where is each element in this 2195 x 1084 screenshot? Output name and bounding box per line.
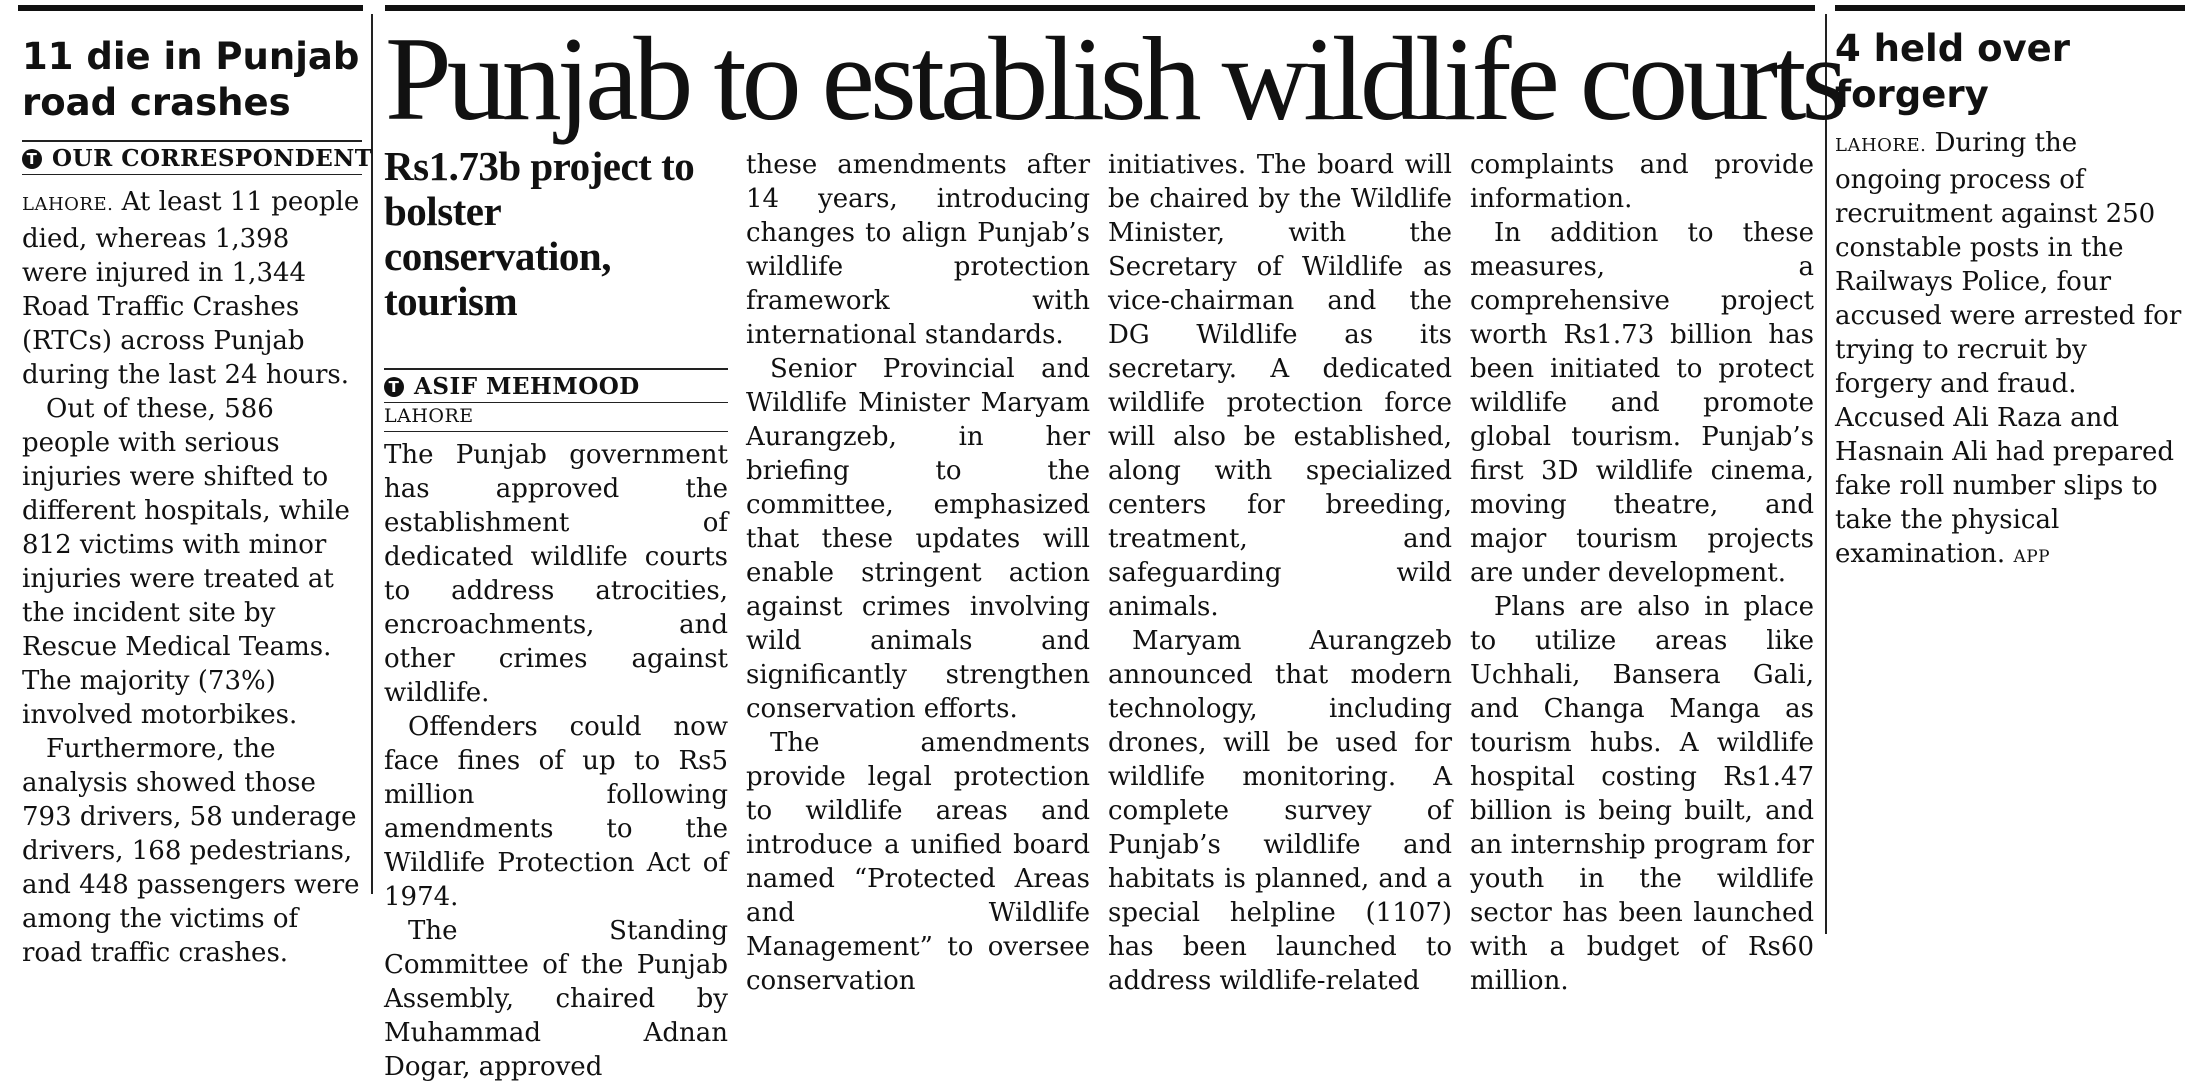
left-story-byline <box>22 140 373 175</box>
right-story-headline: 4 held over forgery <box>1835 27 2070 116</box>
main-story-paragraph: initiatives. The board will be chaired by the Wildlife Minister, with the Secretary of Wildlife as vice-chairman and the DG Wildlife as its secretary. A dedicated wildlife protection force will also be established, along with specialized centers for breeding, treatment, and safeguarding wild animals. <box>1108 150 1452 622</box>
main-story-paragraph: Plans are also in place to utilize areas like Uchhali, Bansera Gali, and Changa Manga as tourism hubs. A wildlife hospital costing Rs1.47 billion is being built, and an internship program for youth in the wildlife sector has been launched with a budget of Rs60 million. <box>1470 592 1814 996</box>
left-story-byline-name: OUR CORRESPONDENT <box>52 145 373 172</box>
main-story-paragraph: The amendments provide legal protection to wildlife areas and introduce a unified board named “Protected Areas and Wildlife Management” to oversee conservation <box>746 728 1090 996</box>
main-story-paragraph: The Punjab government has approved the establishment of dedicated wildlife courts to address atrocities, encroachments, and other crimes against wildlife. <box>384 440 728 708</box>
main-story-paragraph: complaints and provide information. <box>1470 150 1814 214</box>
left-story-paragraph: Furthermore, the analysis showed those 793 drivers, 58 underage drivers, 168 pedestrians, and 448 passengers were among the victims of road traffic crashes. <box>22 734 360 968</box>
main-story-paragraph: these amendments after 14 years, introducing changes to align Punjab’s wildlife protection framework with international standards. <box>746 150 1090 350</box>
main-story-paragraph: Maryam Aurangzeb announced that modern technology, including drones, will be used for wildlife monitoring. A complete survey of Punjab’s wildlife and habitats is planned, and a special helpline (1107) has been launched to address wildlife-related <box>1108 626 1452 996</box>
byline-logo-icon: T <box>22 149 42 169</box>
main-story-col4 <box>1470 148 1814 998</box>
left-story-headline: 11 die in Punjab road crashes <box>22 35 360 124</box>
left-story-dateline: LAHORE. <box>22 194 114 215</box>
main-story-location: LAHORE <box>384 403 728 432</box>
left-story-paragraph: Out of these, 586 people with serious injuries were shifted to different hospitals, while 812 victims with minor injuries were treated at the incident site by Rescue Medical Teams. The majority (73%) involved motorbikes. <box>22 394 350 730</box>
main-story-paragraph: In addition to these measures, a comprehensive project worth Rs1.73 billion has been initiated to protect wildlife and promote global tourism. Punjab’s first 3D wildlife cinema, moving theatre, and major tourism projects are under development. <box>1470 218 1814 588</box>
main-story-paragraph: The Standing Committee of the Punjab Assembly, chaired by Muhammad Adnan Dogar, approved <box>384 916 728 1082</box>
main-story-col1 <box>384 144 728 1084</box>
left-story-body <box>22 185 362 970</box>
main-story-col3 <box>1108 148 1452 998</box>
main-headline: Punjab to establish wildlife courts <box>385 12 1844 145</box>
main-story-byline <box>384 368 728 403</box>
top-rule-left <box>18 5 363 11</box>
main-story-byline-name: ASIF MEHMOOD <box>414 373 640 400</box>
left-story <box>22 34 373 970</box>
top-rule-right <box>1835 5 2185 11</box>
right-story-body <box>1835 126 2185 574</box>
right-story-agency: APP <box>2013 547 2051 567</box>
right-story <box>1835 26 2185 574</box>
main-story-deck: Rs1.73b project to bolster conservation, tourism <box>384 143 695 324</box>
main-story-paragraph: Offenders could now face fines of up to Rs5 million following amendments to the Wildlife Protection Act of 1974. <box>384 712 728 912</box>
right-story-dateline: LAHORE. <box>1835 135 1927 156</box>
byline-logo-icon: T <box>384 377 404 397</box>
left-story-paragraph: LAHORE. At least 11 people died, whereas 1,398 were injured in 1,344 Road Traffic Crashes (RTCs) across Punjab during the last 24 hours. <box>22 187 360 390</box>
right-story-paragraph: LAHORE. During the ongoing process of recruitment against 250 constable posts in the Railways Police, four accused were arrested for trying to recruit by forgery and fraud. Accused Ali Raza and Hasnain Ali had prepared fake roll number slips to take the physical examination. APP <box>1835 128 2182 569</box>
main-story-col1-body <box>384 438 728 1084</box>
main-story-paragraph: Senior Provincial and Wildlife Minister Maryam Aurangzeb, in her briefing to the committee, emphasized that these updates will enable stringent action against crimes involving wild animals and significantly strengthen conservation efforts. <box>746 354 1090 724</box>
main-story-col2 <box>746 148 1090 998</box>
